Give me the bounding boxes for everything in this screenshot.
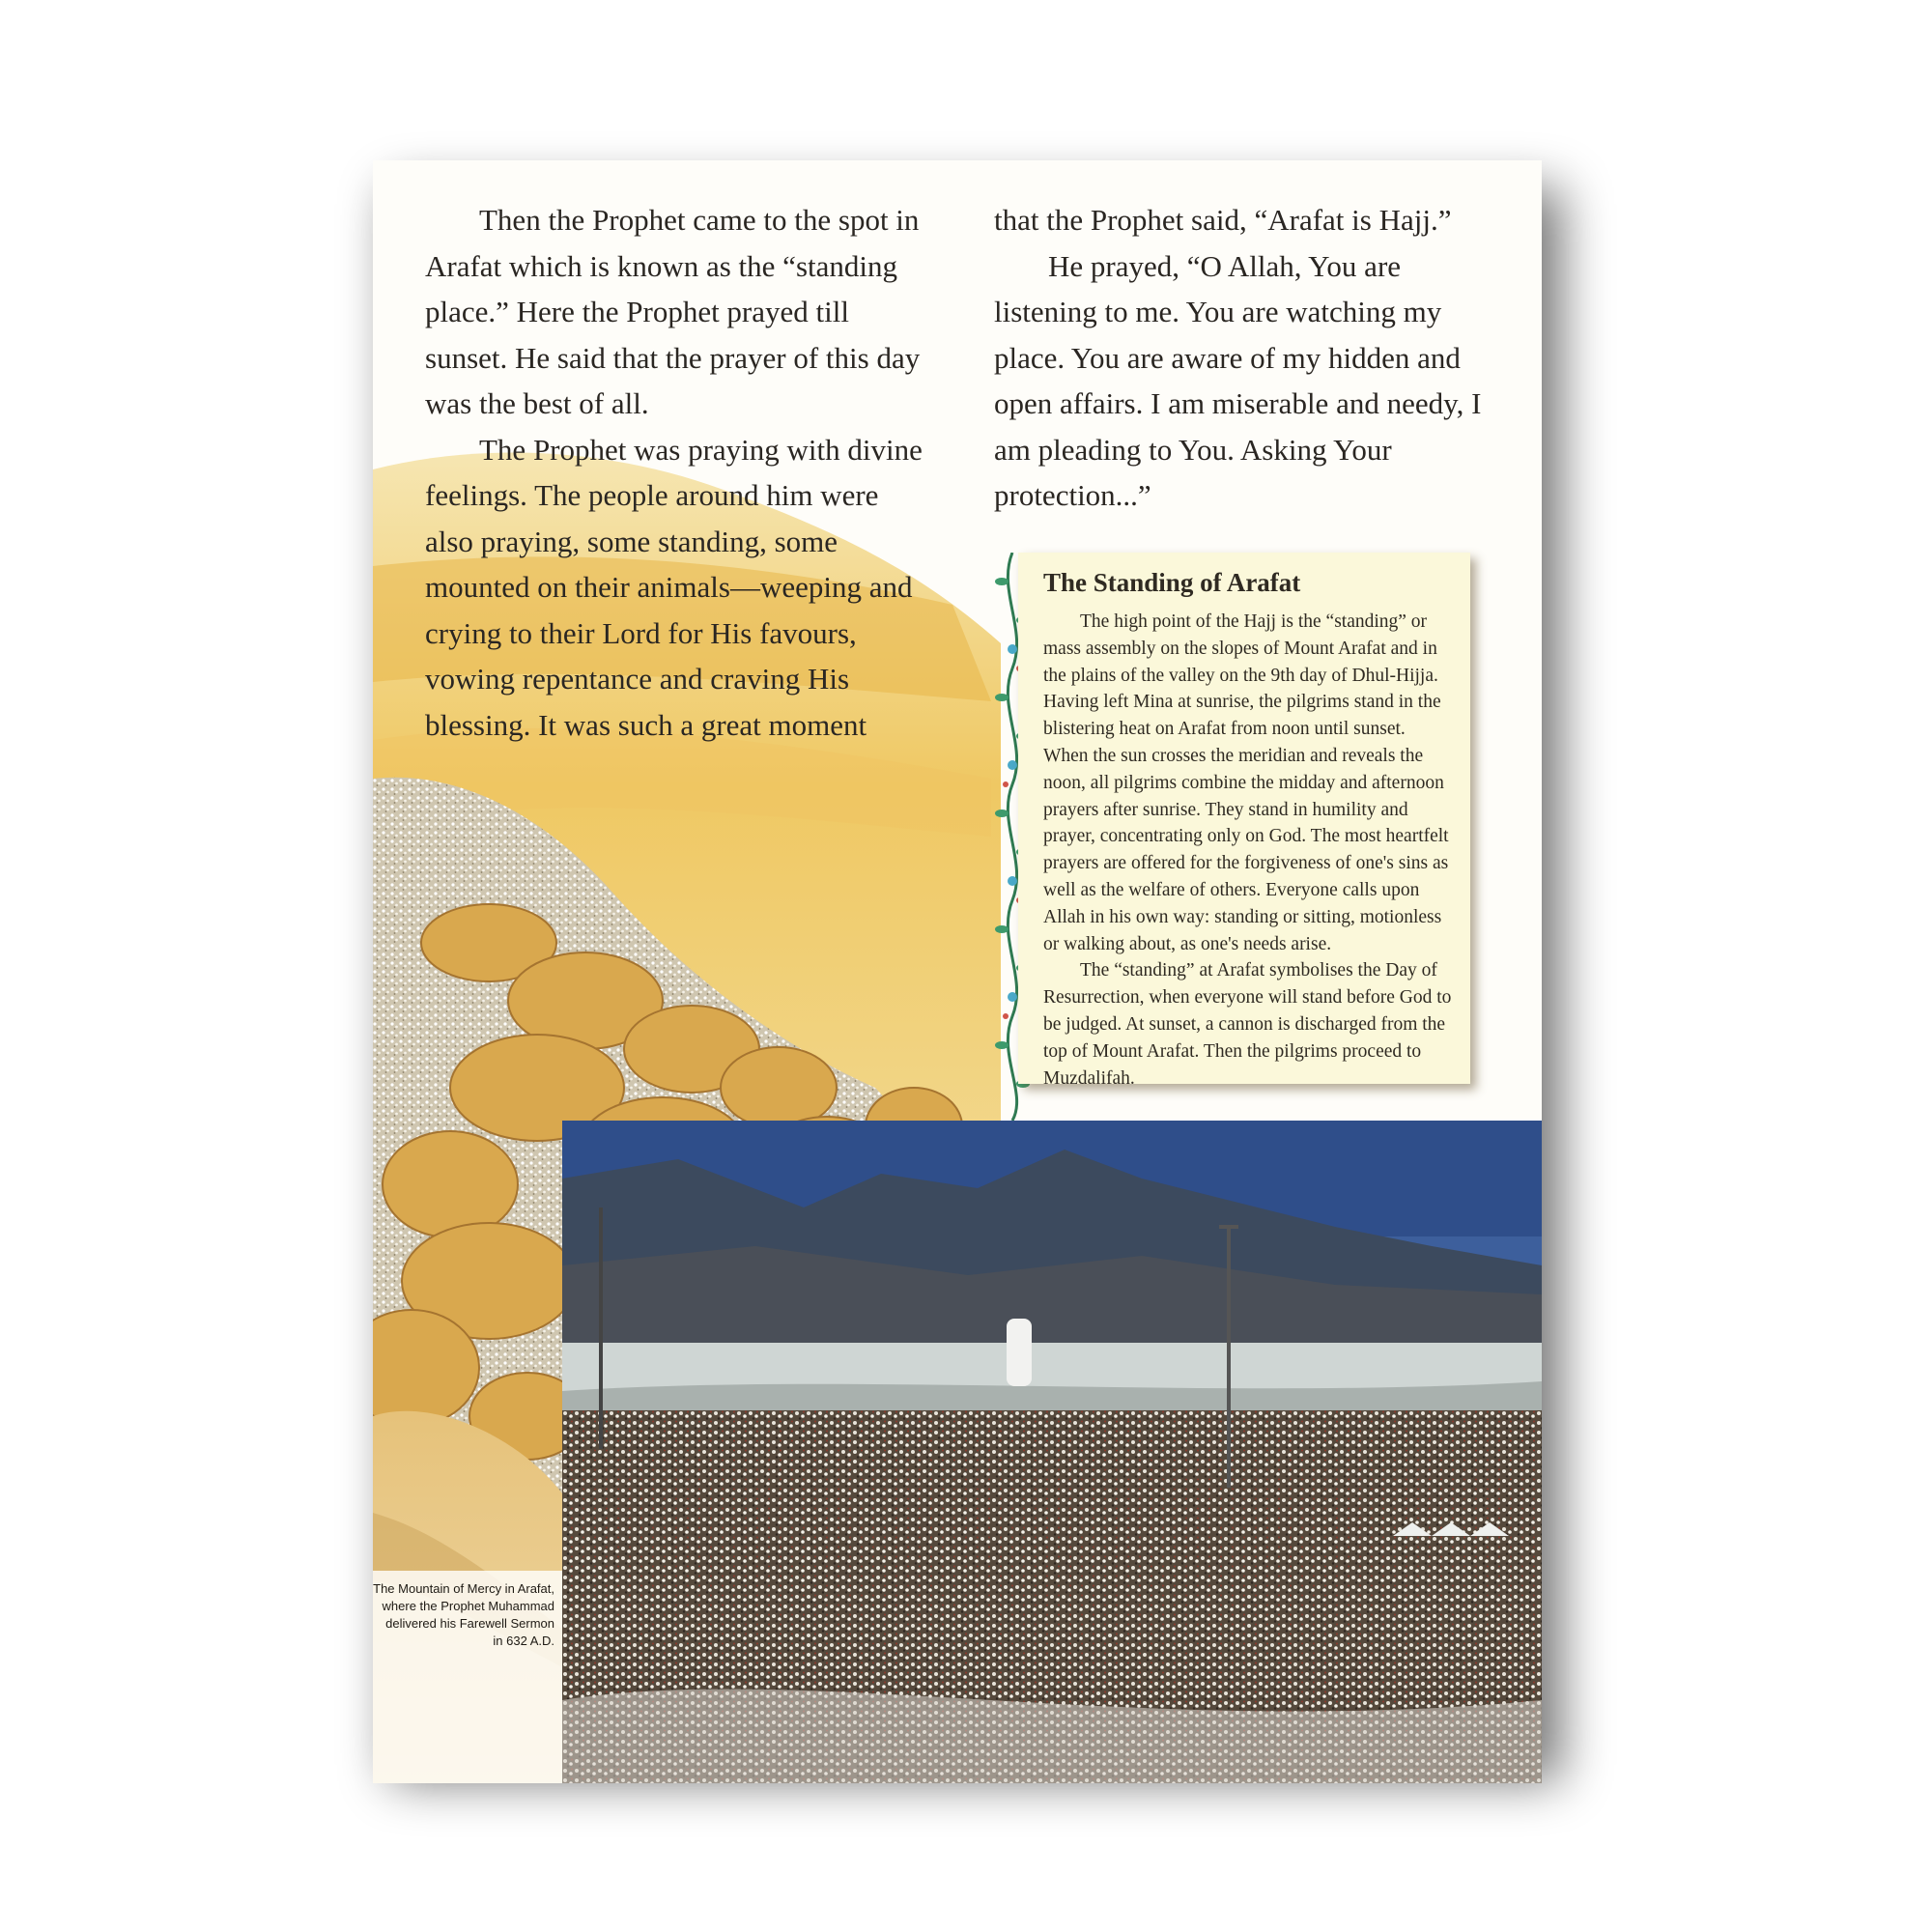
- sidebar-title: The Standing of Arafat: [1043, 568, 1301, 597]
- right-column-text: [994, 197, 1506, 519]
- sidebar-paragraph-1: The high point of the Hajj is the “standing” or mass assembly on the slopes of Mount Arafat and in the plains of the valley on the 9th day of Dhul-Hijja. Having left Mina at sunrise, the pilgrims stand in the blistering heat on Arafat from noon until sunset. When the sun crosses the meridian and reveals the noon, all pilgrims combine the midday and afternoon prayers after sunrise. They stand in humility and prayer, concentrating only on God. The most heartfelt prayers are offered for the forgiveness of one's sins as well as the welfare of others. Everyone calls upon Allah in his own way: standing or sitting, motionless or walking about, as one's needs arise.: [1043, 611, 1449, 954]
- left-column-text: [425, 197, 927, 748]
- left-paragraph-1: Then the Prophet came to the spot in Arafat which is known as the “standing place.” Here the Prophet prayed till sunset. He said that the prayer of this day was the best of all.: [425, 203, 921, 420]
- crowd-photo: [562, 1121, 1542, 1783]
- right-paragraph-1: that the Prophet said, “Arafat is Hajj.”: [994, 203, 1452, 237]
- image-caption: The Mountain of Mercy in Arafat, where the Prophet Muhammad delivered his Farewell Sermon in 632 A.D.: [373, 1581, 554, 1648]
- book-page: [373, 160, 1542, 1783]
- left-paragraph-2: The Prophet was praying with divine feelings. The people around him were also praying, some standing, some mounted on their animals—weeping and crying to their Lord for His favours, vowing repentance and craving His blessing. It was such a great moment: [425, 432, 923, 742]
- sidebar-body: [1043, 609, 1454, 1092]
- sidebar-box: [1018, 553, 1470, 1089]
- sidebar-paragraph-2: The “standing” at Arafat symbolises the Day of Resurrection, when everyone will stand before God to be judged. At sunset, a cannon is discharged from the top of Mount Arafat. Then the pilgrims proceed to Muzdalifah.: [1043, 960, 1452, 1089]
- right-paragraph-2: He prayed, “O Allah, You are listening to me. You are watching my place. You are aware of my hidden and open affairs. I am miserable and needy, I am pleading to You. Asking Your protection...”: [994, 248, 1482, 512]
